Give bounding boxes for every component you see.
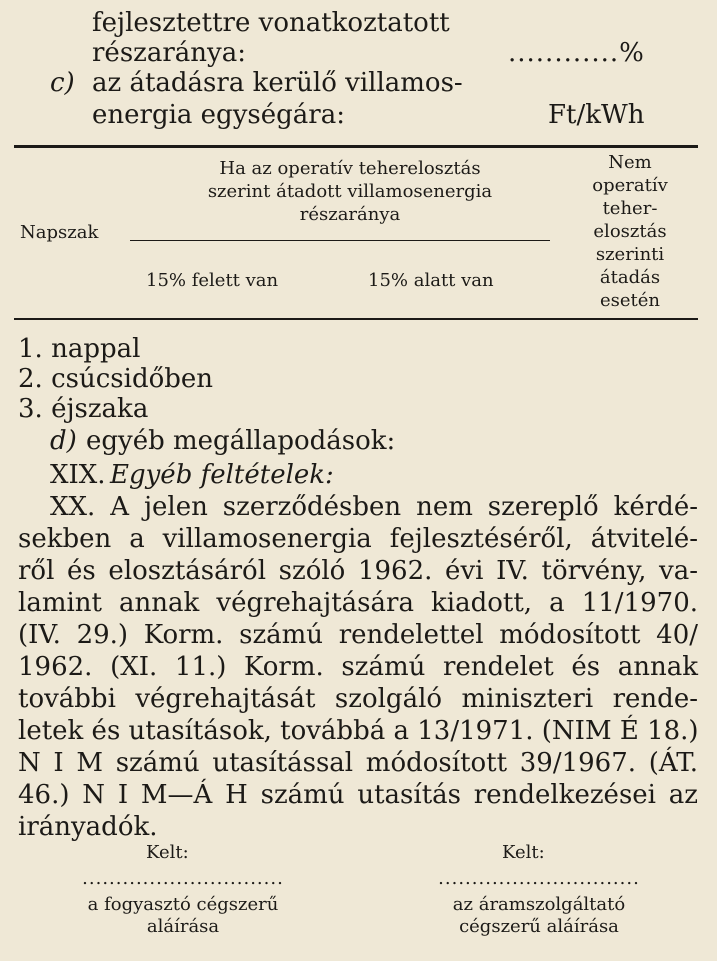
xx-paragraph-line-6: 1962. (XI. 11.) Korm. számú rendelet és annak	[18, 652, 698, 682]
right-col-line-4: elosztás	[593, 221, 667, 242]
xx-paragraph-line-9: N I M számú utasítással módosított 39/1967. (ÁT.	[18, 748, 698, 778]
left-kelt-label: Kelt:	[146, 842, 189, 863]
group-header-underline	[130, 240, 550, 241]
right-signature-caption-1: az áramszolgáltató	[452, 894, 626, 915]
item-c-label: c)	[50, 68, 75, 98]
xx-paragraph-line-3: ről és elosztásáról szóló 1962. évi IV. törvény, va-	[18, 556, 698, 586]
right-col-line-5: szerinti	[595, 244, 665, 265]
item-d-label: d)	[50, 426, 77, 456]
xx-paragraph-line-1: XX. A jelen szerződésben nem szereplő kérdé-	[50, 492, 698, 522]
item-c-text: az átadásra kerülő villamos-	[92, 68, 463, 98]
right-signature-caption-2: cégszerű aláírása	[459, 916, 619, 937]
top-line-4-label: energia egységára:	[92, 100, 345, 130]
row-header-napszak: Napszak	[20, 222, 99, 243]
xx-paragraph-line-7: további végrehajtását szolgáló miniszteri rende-	[18, 684, 698, 714]
xx-paragraph-last-line: irányadók.	[18, 812, 158, 842]
top-line-4-value: Ft/kWh	[548, 100, 645, 130]
table-row-csucsidoben: 2. csúcsidőben	[18, 364, 214, 394]
sub-column-above-15: 15% felett van	[146, 270, 279, 291]
table-row-ejszaka: 3. éjszaka	[18, 394, 149, 424]
top-line-1: fejlesztettre vonatkoztatott	[92, 8, 450, 38]
group-header-line-1: Ha az operatív teherelosztás	[219, 158, 481, 179]
right-col-line-1: Nem	[608, 152, 652, 173]
right-signature-line: ..............................	[438, 868, 640, 889]
left-signature-caption-1: a fogyasztó cégszerű	[87, 894, 279, 915]
left-signature-caption-2: aláírása	[146, 916, 220, 937]
group-header-line-2: szerint átadott villamosenergia	[207, 181, 493, 202]
table-bottom-rule	[14, 318, 698, 320]
right-kelt-label: Kelt:	[502, 842, 545, 863]
table-row-nappal: 1. nappal	[18, 334, 141, 364]
xx-paragraph-line-8: letek és utasítások, továbbá a 13/1971. (NIM É 18.)	[18, 716, 699, 746]
item-d-text: egyéb megállapodások:	[86, 426, 396, 456]
left-signature-line: ..............................	[82, 868, 284, 889]
table-top-rule	[14, 145, 698, 148]
sub-column-below-15: 15% alatt van	[368, 270, 494, 291]
right-col-line-3: teher-	[602, 198, 658, 219]
top-line-2-value: ............%	[508, 38, 645, 68]
xx-paragraph-line-5: (IV. 29.) Korm. számú rendelettel módosított 40/	[18, 620, 698, 650]
xx-paragraph-line-2: sekben a villamosenergia fejlesztéséről, átvitelé-	[18, 524, 698, 554]
right-col-line-6: átadás	[599, 267, 661, 288]
section-xix-number: XIX.	[50, 460, 106, 490]
section-xix-title: Egyéb feltételek:	[110, 460, 334, 490]
xx-paragraph-line-4: lamint annak végrehajtására kiadott, a 11/1970.	[18, 588, 698, 618]
xx-paragraph-line-10: 46.) N I M—Á H számú utasítás rendelkezései az	[18, 780, 698, 810]
group-header-line-3: részaránya	[299, 204, 401, 225]
top-line-2-label: részaránya:	[92, 38, 246, 68]
right-col-line-2: operatív	[592, 175, 668, 196]
right-col-line-7: esetén	[599, 290, 661, 311]
